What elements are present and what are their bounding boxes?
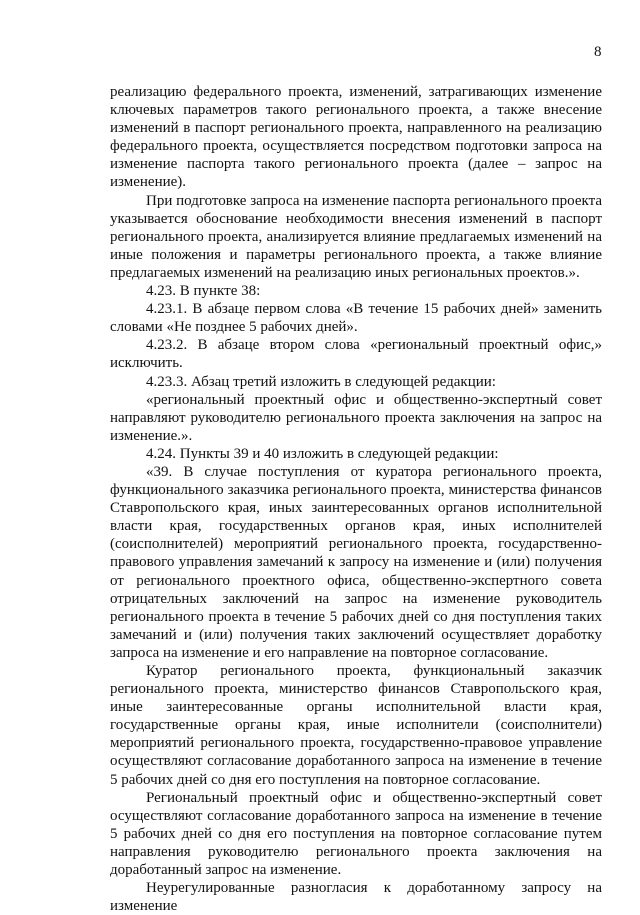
paragraph: 4.23.1. В абзаце первом слова «В течение 15 рабочих дней» заменить словами «Не позднее 5 рабочих дней». [110,301,602,336]
paragraph: 4.23.3. Абзац третий изложить в следующей редакции: [146,373,496,390]
paragraph: 4.23.2. В абзаце втором слова «региональный проектный офис,» исключить. [110,337,602,372]
paragraph: Неурегулированные разногласия к доработанному запросу на изменение [110,880,602,915]
document-body [110,83,602,915]
page-number: 8 [594,44,602,60]
paragraph: При подготовке запроса на изменение паспорта регионального проекта указывается обоснование необходимости внесения изменений в паспорт регионального проекта, анализируется влияние предлагаемых изменений на иные положения и параметры регионального проекта, а также влияние предлагаемых изменений на реализацию иных региональных проектов.». [110,192,602,281]
paragraph: «39. В случае поступления от куратора регионального проекта, функционального заказчика регионального проекта, министерства финансов Ставропольского края, иных заинтересованных органов исполнительной власти края, государственных органов края, иных исполнителей (соисполнителей) мероприятий регионального проекта, государственно-правового управления замечаний к запросу на изменение и (или) получения от регионального проектного офиса, общественно-экспертного совета отрицательных заключений на запрос на изменение руководитель регионального проекта в течение 5 рабочих дней со дня поступления таких замечаний и (или) получения таких заключений осуществляет доработку запроса на изменение и его направление на повторное согласование. [110,463,602,661]
paragraph: «региональный проектный офис и общественно-экспертный совет направляют руководителю регионального проекта заключения на запрос на изменение.». [110,391,602,444]
paragraph: Региональный проектный офис и общественно-экспертный совет осуществляют согласование доработанного запроса на изменение в течение 5 рабочих дней со дня его поступления на повторное согласование путем направления руководителю регионального проекта заключения на доработанный запрос на изменение. [110,789,602,879]
paragraph: реализацию федерального проекта, изменений, затрагивающих изменение ключевых параметров такого регионального проекта, а также внесение изменений в паспорт регионального проекта, направленного на реализацию федерального проекта, осуществляется посредством подготовки запроса на изменение паспорта такого регионального проекта (далее – запрос на изменение). [110,84,602,191]
paragraph: 4.23. В пункте 38: [146,283,261,300]
paragraph: Куратор регионального проекта, функциональный заказчик регионального проекта, министерство финансов Ставропольского края, иные заинтересованные органы исполнительной власти края, государственные органы края, иные исполнители (соисполнители) мероприятий регионального проекта, государственно-правовое управление осуществляют согласование доработанного запроса на изменение в течение 5 рабочих дней со дня его поступления на повторное согласование. [110,663,602,788]
paragraph: 4.24. Пункты 39 и 40 изложить в следующей редакции: [146,445,499,462]
